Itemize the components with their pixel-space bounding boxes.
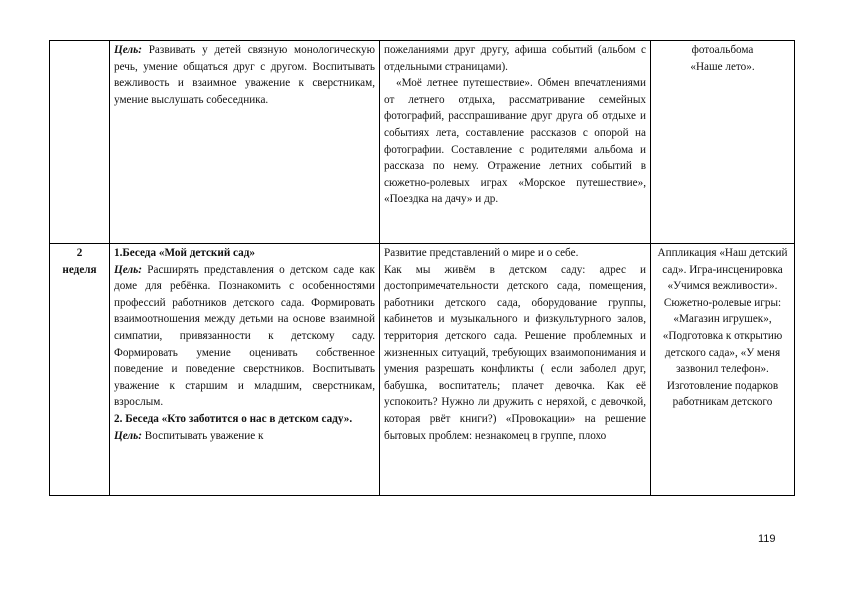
talk-title: 1.Беседа «Мой детский сад» xyxy=(114,247,256,259)
goal-text: Развивать у детей связную монологическую речь, умение общаться друг с другом. Воспитывать вежливость и взаимное уважение к сверстникам, умение выслушать собеседника. xyxy=(114,44,375,106)
goal-label: Цель: xyxy=(114,44,142,56)
page-number: 119 xyxy=(758,533,776,545)
goal-text: Расширять представления о детском саде как доме для ребёнка. Познакомить с особенностями профессий работников детского сада. Формировать взаимоотношения между детьми на основе взаимной симпатии, привязанности к детскому саду. Формировать умение оценивать собственное поведение и поведение сверстников. Воспитывать уважение к старшим и младшим, сверстникам, взрослым. xyxy=(114,263,375,409)
final-event-line: фотоальбома xyxy=(691,44,754,56)
week-cell xyxy=(50,41,110,244)
activities-paragraph: пожеланиями друг другу, афиша событий (альбом с отдельными страницами). xyxy=(384,44,646,73)
final-event-cell xyxy=(651,244,795,496)
table-row xyxy=(50,41,795,244)
week-cell xyxy=(50,244,110,496)
final-event-line: «Наше лето». xyxy=(690,60,755,73)
final-event-text: Аппликация «Наш детский сад». Игра-инсценировка «Учимся вежливости». Сюжетно-ролевые игры: «Магазин игрушек», «Подготовка к открытию детского сада», «У меня зазвонил телефон». Изготовление подарков работникам детского xyxy=(657,247,788,409)
plan-table xyxy=(49,40,795,496)
goal-label: Цель: xyxy=(114,263,142,276)
week-label: неделя xyxy=(62,263,97,276)
goal-text: Воспитывать уважение к xyxy=(141,429,264,442)
activities-paragraph: Как мы живём в детском саду: адрес и достопримечательности детского сада, помещения, работники детского сада, оборудование группы, кабинетов и музыкального и физкультурного залов, территория детского сада. Решение проблемных и жизненных ситуаций, требующих взаимопонимания и умения разрешать конфликты ( если заболел друг, бабушка, воспитатель; плачет девочка. Как её успокоить? Нужно ли дружить с неряхой, с девочкой, которая рвёт книги?) «Провокации» на решение бытовых проблем: незнакомец в группе, плохо xyxy=(384,263,646,442)
table-row xyxy=(50,244,795,496)
week-number: 2 xyxy=(76,247,83,259)
goals-cell xyxy=(110,244,380,496)
activities-cell xyxy=(380,41,651,244)
activities-cell xyxy=(380,244,651,496)
activities-paragraph: «Моё летнее путешествие». Обмен впечатлениями от летнего отдыха, рассматривание семейных фотографий, расспрашивание друг друга об отдыхе и событиях лета, составление рассказов с опорой на фотографии. Составление с родителями альбома и рассказа по нему. Отражение летних событий в сюжетно-ролевых играх «Морское путешествие», «Поездка на дачу» и др. xyxy=(384,77,646,206)
talk-title: 2. Беседа «Кто заботится о нас в детском саду». xyxy=(114,412,353,425)
goal-label: Цель: xyxy=(114,429,142,442)
final-event-cell xyxy=(651,41,795,244)
activities-paragraph: Развитие представлений о мире и о себе. xyxy=(384,247,579,259)
goals-cell xyxy=(110,41,380,244)
